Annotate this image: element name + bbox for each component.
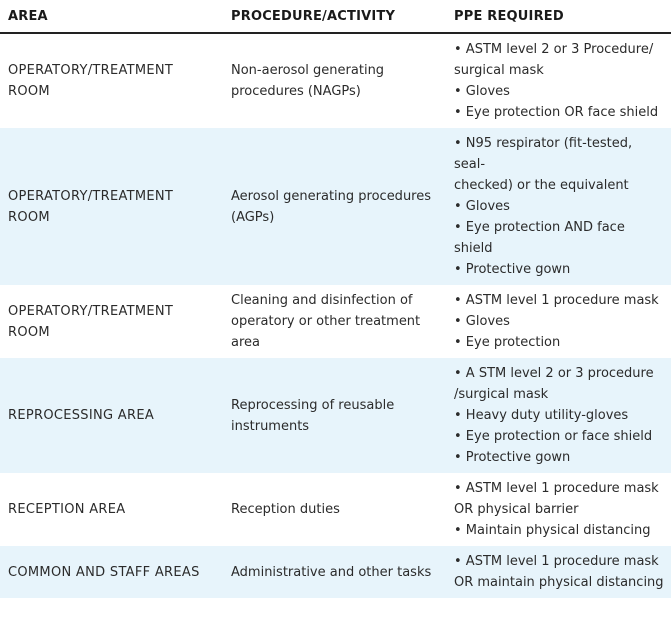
ppe-item: • Eye protection or face shield bbox=[454, 429, 653, 444]
ppe-item: • ASTM level 1 procedure mask bbox=[454, 293, 659, 308]
ppe-item: • Gloves bbox=[454, 314, 510, 329]
cell-area: OPERATORY/TREATMENT ROOM bbox=[0, 33, 223, 128]
table-row bbox=[0, 358, 671, 473]
ppe-item: • N95 respirator (fit-tested, seal- bbox=[454, 136, 633, 172]
ppe-item: • A STM level 2 or 3 procedure /surgical mask bbox=[454, 366, 654, 402]
cell-procedure: Cleaning and disinfection of operatory or other treatment area bbox=[223, 285, 446, 358]
cell-area: COMMON AND STAFF AREAS bbox=[0, 546, 223, 598]
table-row bbox=[0, 285, 671, 358]
table-body bbox=[0, 33, 671, 598]
header-area: AREA bbox=[0, 0, 223, 33]
table-row bbox=[0, 546, 671, 598]
header-row bbox=[0, 0, 671, 33]
cell-ppe bbox=[446, 128, 671, 285]
ppe-item: • Maintain physical distancing bbox=[454, 523, 651, 538]
ppe-item: • Heavy duty utility-gloves bbox=[454, 408, 629, 423]
ppe-item: • Protective gown bbox=[454, 450, 571, 465]
cell-area: OPERATORY/TREATMENT ROOM bbox=[0, 285, 223, 358]
ppe-item: • Eye protection OR face shield bbox=[454, 105, 659, 120]
table-row bbox=[0, 33, 671, 128]
cell-procedure: Reception duties bbox=[223, 473, 446, 546]
cell-area: RECEPTION AREA bbox=[0, 473, 223, 546]
ppe-item: • Protective gown bbox=[454, 262, 571, 277]
cell-area: OPERATORY/TREATMENT ROOM bbox=[0, 128, 223, 285]
ppe-item: • Eye protection bbox=[454, 335, 561, 350]
cell-ppe bbox=[446, 285, 671, 358]
ppe-item: • ASTM level 1 procedure mask OR physical barrier bbox=[454, 481, 659, 517]
ppe-item: • Gloves bbox=[454, 84, 510, 99]
table-row bbox=[0, 128, 671, 285]
cell-ppe bbox=[446, 473, 671, 546]
header-ppe: PPE REQUIRED bbox=[446, 0, 671, 33]
ppe-item: • Eye protection AND face shield bbox=[454, 220, 625, 256]
ppe-item: • ASTM level 2 or 3 Procedure/ surgical mask bbox=[454, 42, 654, 78]
cell-ppe bbox=[446, 33, 671, 128]
cell-procedure: Aerosol generating procedures (AGPs) bbox=[223, 128, 446, 285]
cell-ppe bbox=[446, 358, 671, 473]
ppe-item: checked) or the equivalent bbox=[454, 178, 629, 193]
ppe-item: • ASTM level 1 procedure mask OR maintain physical distancing bbox=[454, 554, 664, 590]
cell-ppe bbox=[446, 546, 671, 598]
table-row bbox=[0, 473, 671, 546]
table-header bbox=[0, 0, 671, 33]
cell-procedure: Administrative and other tasks bbox=[223, 546, 446, 598]
cell-procedure: Non-aerosol generating procedures (NAGPs) bbox=[223, 33, 446, 128]
ppe-item: • Gloves bbox=[454, 199, 510, 214]
cell-procedure: Reprocessing of reusable instruments bbox=[223, 358, 446, 473]
header-procedure: PROCEDURE/ACTIVITY bbox=[223, 0, 446, 33]
cell-area: REPROCESSING AREA bbox=[0, 358, 223, 473]
